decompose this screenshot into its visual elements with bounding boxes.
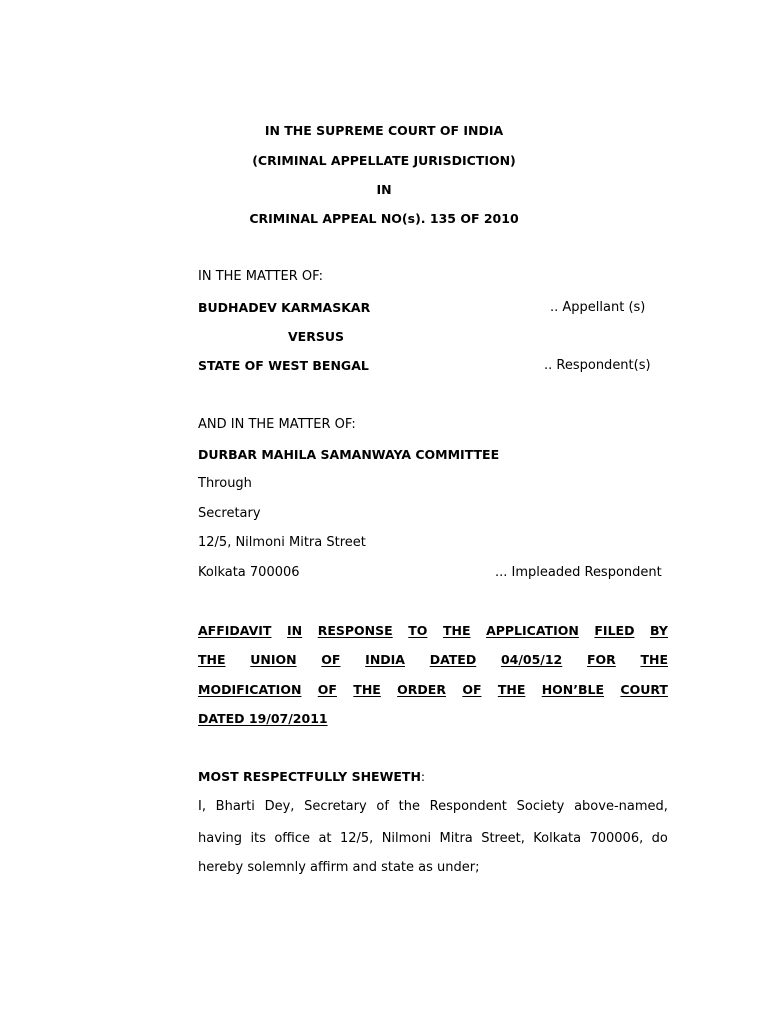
body-para-word: of: [376, 799, 389, 814]
salutation-text: MOST RESPECTFULLY SHEWETH: [198, 769, 421, 784]
affidavit-title-word: 04/05/12: [500, 652, 563, 667]
body-para-word: I,: [198, 799, 206, 814]
affidavit-title-word: THE: [442, 623, 471, 638]
affidavit-title-word: COURT: [620, 682, 668, 697]
body-para-word: having: [198, 831, 243, 846]
affidavit-title-word: AFFIDAVIT: [198, 623, 272, 638]
body-para-word: Bharti: [215, 799, 255, 814]
affidavit-title-word: ORDER: [397, 682, 446, 697]
appeal-number: CRIMINAL APPEAL NO(s). 135 OF 2010: [249, 211, 519, 226]
body-para-word: Nilmoni: [381, 831, 432, 846]
body-para-word: Street,: [481, 831, 525, 846]
matter2-label: AND IN THE MATTER OF:: [198, 417, 356, 432]
affidavit-title-line-2: [198, 652, 668, 668]
respondent-name: STATE OF WEST BENGAL: [198, 358, 369, 373]
body-para-word: 12/5,: [339, 831, 374, 846]
body-para-word: its: [250, 831, 266, 846]
affidavit-title-word: THE: [198, 652, 226, 667]
affidavit-title-word: RESPONSE: [317, 623, 393, 638]
affidavit-title-word: HON’BLE: [541, 682, 605, 697]
body-para-word: do: [651, 831, 668, 846]
affidavit-title-line-4: DATED 19/07/2011: [198, 711, 328, 726]
secretary-label: Secretary: [198, 506, 261, 521]
appellant-role: .. Appellant (s): [550, 300, 646, 315]
body-para-word: Secretary: [304, 799, 367, 814]
body-para-word: Society: [516, 799, 565, 814]
court-name: IN THE SUPREME COURT OF INDIA: [264, 123, 504, 138]
affidavit-title-word: THE: [640, 652, 668, 667]
body-para-line-1: [198, 799, 668, 815]
in-word: IN: [376, 182, 392, 197]
org-name: DURBAR MAHILA SAMANWAYA COMMITTEE: [198, 447, 500, 462]
body-para-word: Kolkata: [533, 831, 582, 846]
affidavit-title-word: FILED: [594, 623, 635, 638]
affidavit-title-word: INDIA: [365, 652, 405, 667]
affidavit-title-word: BY: [650, 623, 668, 638]
versus-label: VERSUS: [288, 329, 344, 344]
body-para-word: the: [398, 799, 420, 814]
body-para-word: Respondent: [429, 799, 507, 814]
affidavit-title-word: TO: [408, 623, 428, 638]
impleaded-role: ... Impleaded Respondent: [495, 565, 662, 580]
affidavit-title-word: IN: [287, 623, 303, 638]
affidavit-title-word: UNION: [250, 652, 297, 667]
respondent-role: .. Respondent(s): [544, 358, 651, 373]
body-para-word: at: [318, 831, 332, 846]
body-para-line-2: [198, 831, 668, 847]
affidavit-title-line-1: [198, 623, 668, 639]
matter-label: IN THE MATTER OF:: [198, 269, 323, 284]
jurisdiction: (CRIMINAL APPELLATE JURISDICTION): [252, 153, 516, 168]
affidavit-title-word: THE: [497, 682, 526, 697]
through-label: Through: [198, 476, 252, 491]
body-para-word: Dey,: [264, 799, 295, 814]
body-para-word: above-named,: [574, 799, 668, 814]
body-para-word: Mitra: [439, 831, 473, 846]
affidavit-title-word: APPLICATION: [486, 623, 579, 638]
affidavit-title-word: DATED: [429, 652, 477, 667]
affidavit-title-word: THE: [353, 682, 381, 697]
body-para-word: office: [274, 831, 311, 846]
affidavit-title-word: OF: [317, 682, 337, 697]
affidavit-title-word: OF: [462, 682, 482, 697]
body-para-word: 700006,: [589, 831, 644, 846]
body-para-line-3: hereby solemnly affirm and state as under;: [198, 860, 480, 875]
address-city: Kolkata 700006: [198, 565, 300, 580]
address-street: 12/5, Nilmoni Mitra Street: [198, 535, 366, 550]
salutation: [198, 769, 425, 785]
affidavit-title-word: FOR: [586, 652, 616, 667]
affidavit-title-line-3: [198, 682, 668, 698]
affidavit-title-word: MODIFICATION: [198, 682, 302, 697]
salutation-colon: :: [420, 769, 426, 784]
appellant-name: BUDHADEV KARMASKAR: [198, 300, 371, 315]
affidavit-title-word: OF: [321, 652, 341, 667]
